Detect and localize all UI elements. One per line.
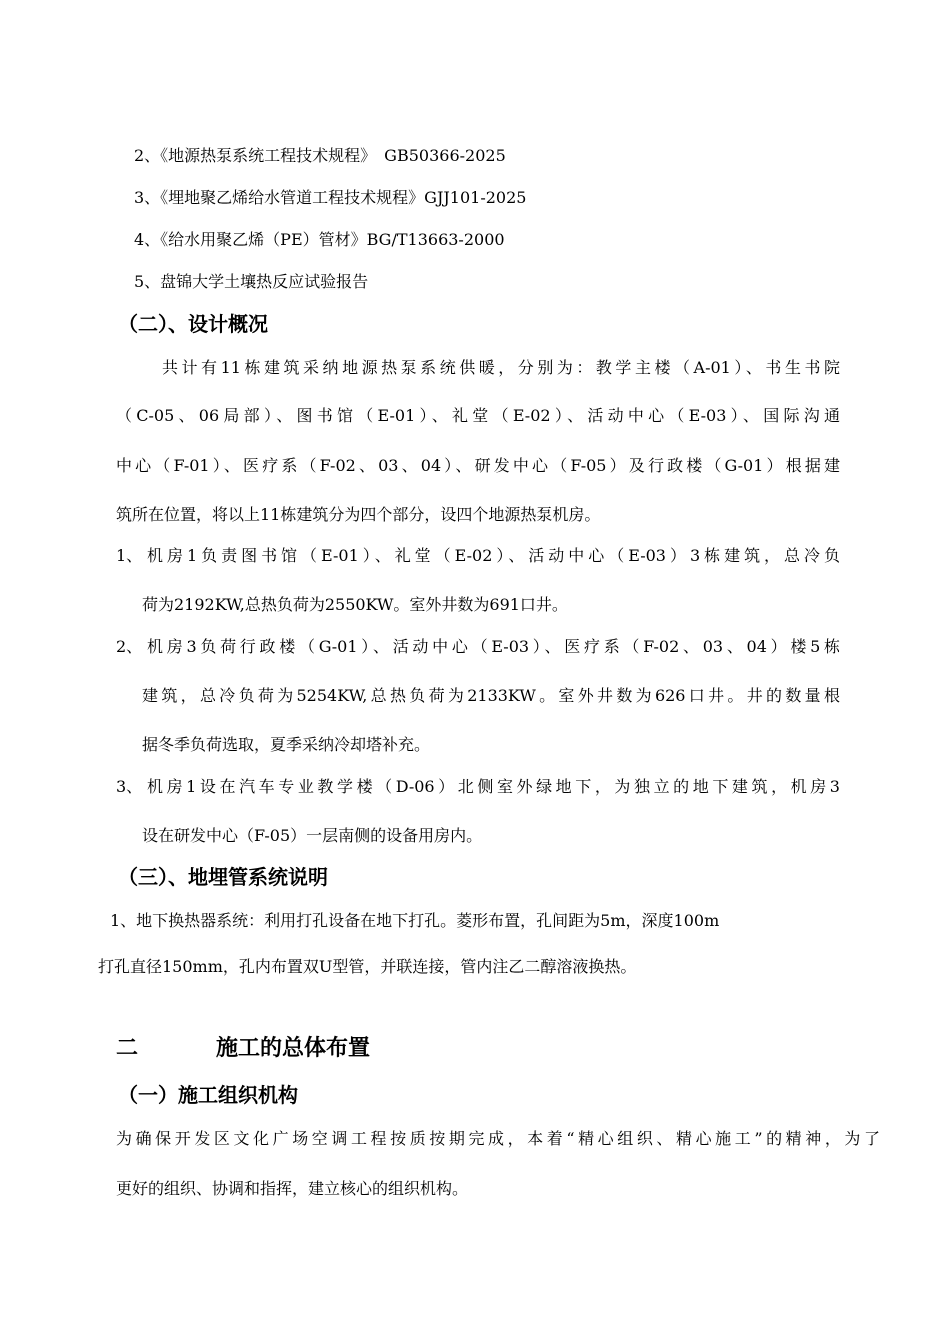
list-number-1: 1、 xyxy=(116,546,143,565)
room1-line-2: 荷为2192KW,总热负荷为2550KW。室外井数为691口井。 xyxy=(142,595,568,614)
list-number-3: 3、 xyxy=(116,777,143,796)
room3-line-1: 机房3负荷行政楼（G-01）、活动中心（E-03）、医疗系（F-02、03、04）楼5栋 xyxy=(147,637,840,656)
ref-item-4: 4、《给水用聚乙烯（PE）管材》BG/T13663-2000 xyxy=(134,230,505,249)
ground-pipe-line-2: 打孔直径150mm，孔内布置双U型管，并联连接，管内注乙二醇溶液换热。 xyxy=(98,957,637,976)
ref-item-5: 5、盘锦大学土壤热反应试验报告 xyxy=(134,272,369,291)
chapter-title: 施工的总体布置 xyxy=(216,1036,371,1061)
section-heading-ground-pipe: （三）、地埋管系统说明 xyxy=(118,865,328,889)
section-heading-design-overview: （二）、设计概况 xyxy=(118,312,268,336)
subsection-heading-organization: （一）施工组织机构 xyxy=(118,1083,298,1107)
list-number-2: 2、 xyxy=(116,637,143,656)
room3-line-3: 据冬季负荷选取，夏季采纳冷却塔补充。 xyxy=(142,735,431,754)
chapter-number: 二 xyxy=(116,1036,139,1061)
ref-item-2: 2、《地源热泵系统工程技术规程》 GB50366-2025 xyxy=(134,146,506,165)
ground-pipe-line-1: 1、地下换热器系统：利用打孔设备在地下打孔。菱形布置，孔间距为5m，深度100m xyxy=(110,911,720,930)
room3-line-2: 建筑，总冷负荷为5254KW,总热负荷为2133KW。室外井数为626口井。井的数量根 xyxy=(142,686,840,705)
overview-line-2: （C-05、06局部）、图书馆（E-01）、礼堂（E-02）、活动中心（E-03）、国际沟通 xyxy=(116,406,840,425)
location-line-2: 设在研发中心（F-05）一层南侧的设备用房内。 xyxy=(142,826,483,845)
organization-line-2: 更好的组织、协调和指挥，建立核心的组织机构。 xyxy=(116,1179,469,1198)
organization-line-1: 为确保开发区文化广场空调工程按质按期完成，本着“精心组织、精心施工”的精神，为了 xyxy=(116,1129,880,1148)
overview-line-3: 中心（F-01）、医疗系（F-02、03、04）、研发中心（F-05）及行政楼（G-01）根据建 xyxy=(116,456,840,475)
overview-line-1: 共计有11栋建筑采纳地源热泵系统供暖，分别为：教学主楼（A-01）、书生书院 xyxy=(162,358,840,377)
ref-item-3: 3、《埋地聚乙烯给水管道工程技术规程》GJJ101-2025 xyxy=(134,188,527,207)
overview-line-4: 筑所在位置，将以上11栋建筑分为四个部分，设四个地源热泵机房。 xyxy=(116,505,601,524)
room1-line-1: 机房1负责图书馆（E-01）、礼堂（E-02）、活动中心（E-03）3栋建筑，总冷负 xyxy=(147,546,840,565)
location-line-1: 机房1设在汽车专业教学楼（D-06）北侧室外绿地下，为独立的地下建筑，机房3 xyxy=(147,777,840,796)
